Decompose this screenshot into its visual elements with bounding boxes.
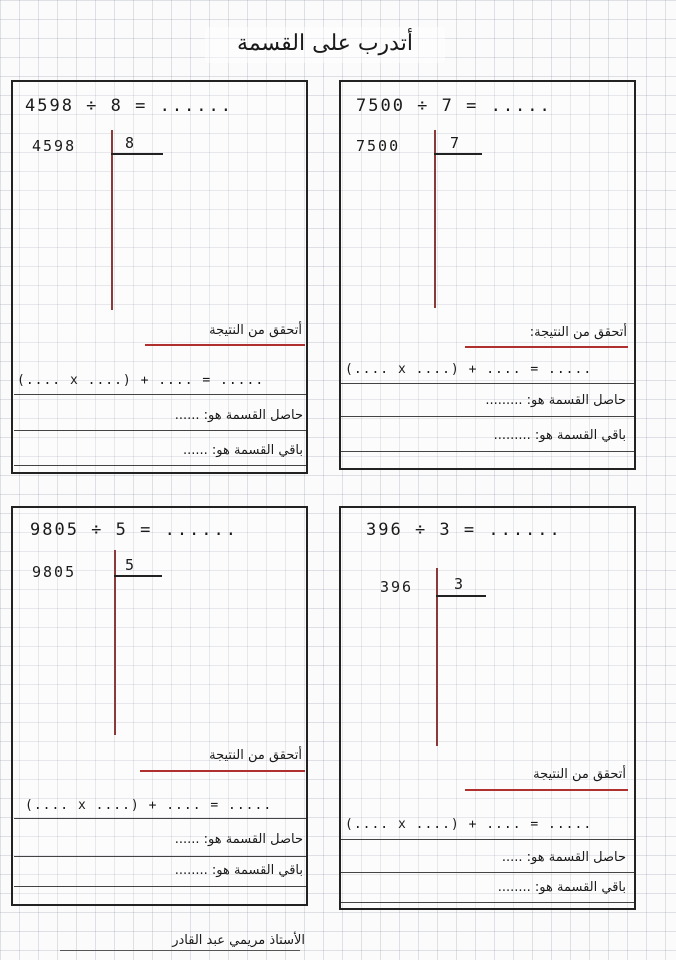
verification-formula: (.... x ....) + .... = ..... bbox=[345, 817, 593, 832]
remainder-underline bbox=[14, 465, 306, 466]
check-result-label: أتحقق من النتيجة bbox=[209, 323, 302, 338]
division-vertical-line bbox=[434, 130, 436, 308]
remainder-underline bbox=[341, 902, 634, 903]
division-equation: 396 ÷ 3 = ...... bbox=[366, 520, 562, 540]
quotient-line: حاصل القسمة هو: ..... bbox=[501, 850, 626, 865]
division-vertical-line bbox=[111, 130, 113, 310]
division-vertical-line bbox=[114, 550, 116, 735]
dividend: 7500 bbox=[356, 137, 401, 155]
page-title: أتدرب على القسمة bbox=[237, 31, 413, 56]
remainder-line: باقي القسمة هو: ...... bbox=[182, 443, 303, 458]
verification-formula: (.... x ....) + .... = ..... bbox=[25, 798, 273, 813]
division-horizontal-line bbox=[111, 153, 163, 155]
remainder-line: باقي القسمة هو: ........ bbox=[174, 863, 303, 878]
division-horizontal-line bbox=[434, 153, 482, 155]
dividend: 4598 bbox=[32, 137, 77, 155]
divisor: 8 bbox=[125, 134, 135, 152]
check-result-label: أتحقق من النتيجة bbox=[533, 767, 626, 782]
division-equation: 9805 ÷ 5 = ...... bbox=[30, 520, 238, 540]
check-result-label: أتحقق من النتيجة bbox=[209, 748, 302, 763]
check-underline bbox=[465, 789, 628, 791]
quotient-underline bbox=[14, 430, 306, 431]
check-underline bbox=[465, 346, 628, 348]
formula-underline bbox=[341, 839, 634, 840]
division-horizontal-line bbox=[114, 575, 162, 577]
division-horizontal-line bbox=[436, 595, 486, 597]
remainder-line: باقي القسمة هو: ........ bbox=[497, 880, 626, 895]
quotient-line: حاصل القسمة هو: ...... bbox=[174, 408, 303, 423]
quotient-underline bbox=[341, 416, 634, 417]
signature-underline bbox=[60, 950, 300, 951]
formula-underline bbox=[14, 818, 306, 819]
check-underline bbox=[140, 770, 305, 772]
check-result-label: أتحقق من النتيجة: bbox=[529, 325, 627, 340]
divisor: 7 bbox=[450, 134, 460, 152]
dividend: 396 bbox=[380, 578, 414, 596]
quotient-line: حاصل القسمة هو: ...... bbox=[174, 832, 303, 847]
remainder-line: باقي القسمة هو: ......... bbox=[493, 428, 626, 443]
remainder-underline bbox=[341, 451, 634, 452]
quotient-line: حاصل القسمة هو: ......... bbox=[485, 393, 626, 408]
division-equation: 7500 ÷ 7 = ..... bbox=[356, 96, 552, 116]
divisor: 5 bbox=[125, 556, 135, 574]
formula-underline bbox=[14, 394, 306, 395]
verification-formula: (.... x ....) + .... = ..... bbox=[345, 362, 593, 377]
quotient-underline bbox=[14, 856, 306, 857]
check-underline bbox=[145, 344, 305, 346]
quotient-underline bbox=[341, 872, 634, 873]
remainder-underline bbox=[14, 886, 306, 887]
division-equation: 4598 ÷ 8 = ...... bbox=[25, 96, 233, 116]
verification-formula: (.... x ....) + .... = ..... bbox=[17, 373, 265, 388]
dividend: 9805 bbox=[32, 563, 77, 581]
divisor: 3 bbox=[454, 575, 464, 593]
formula-underline bbox=[341, 383, 634, 384]
teacher-signature: الأستاذ مريمي عبد القادر bbox=[172, 933, 305, 948]
